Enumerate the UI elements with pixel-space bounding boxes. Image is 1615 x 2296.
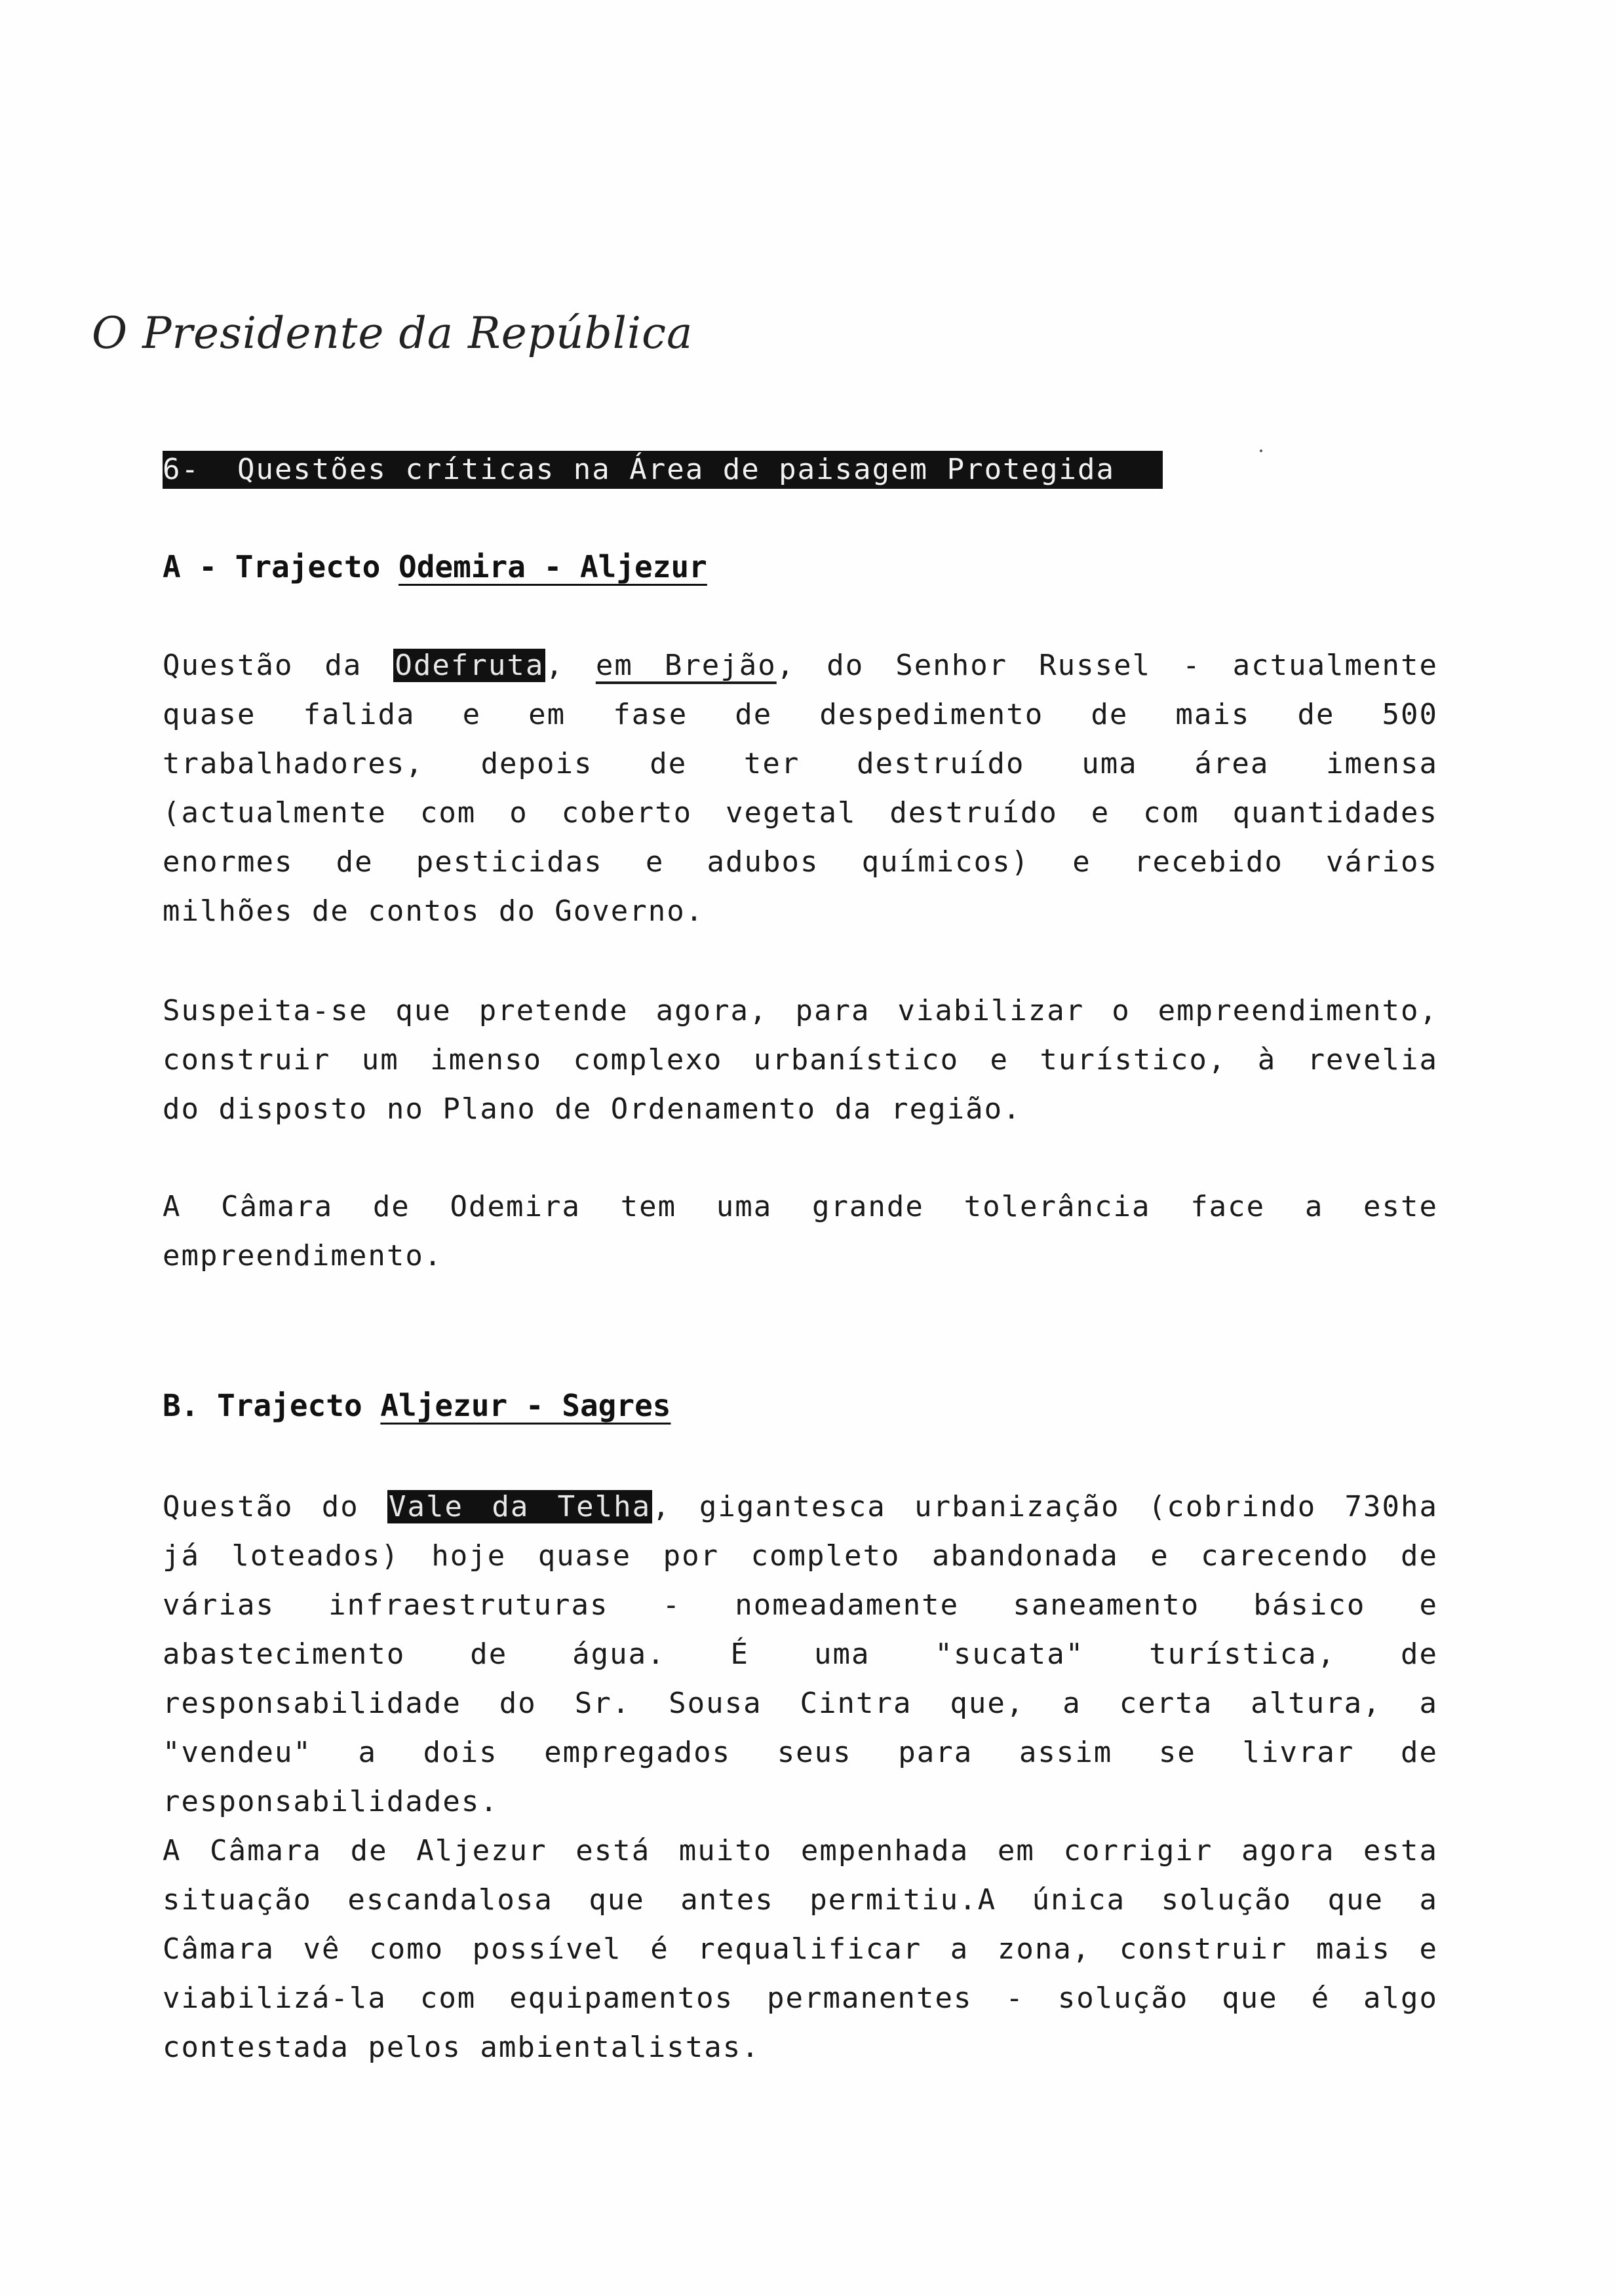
place-name: em Brejão <box>595 649 777 682</box>
paragraph-line: situação escandalosa que antes permitiu.A única solução que a <box>163 1883 1438 1917</box>
redacted-text: Odefruta <box>395 649 545 682</box>
paragraph-line: A Câmara de Odemira tem uma grande tolerância face a este <box>163 1190 1438 1223</box>
section-b-heading <box>163 1388 671 1423</box>
section-b-paragraph-1 <box>163 1482 1438 2072</box>
paragraph-line: trabalhadores, depois de ter destruído uma área imensa <box>163 747 1438 780</box>
paragraph-line: milhões de contos do Governo. <box>163 894 705 928</box>
letterhead: O Presidente da República <box>92 308 693 358</box>
paragraph-line: A Câmara de Aljezur está muito empenhada em corrigir agora esta <box>163 1834 1438 1867</box>
paragraph-line: (actualmente com o coberto vegetal destruído e com quantidades <box>163 796 1438 830</box>
section-a-heading <box>163 549 707 584</box>
paragraph-line: contestada pelos ambientalistas. <box>163 2031 760 2064</box>
paragraph-line: enormes de pesticidas e adubos químicos) e recebido vários <box>163 845 1438 879</box>
scan-dot <box>1260 450 1262 452</box>
paragraph-line: Câmara vê como possível é requalificar a zona, construir mais e <box>163 1932 1438 1966</box>
paragraph-line: responsabilidades. <box>163 1785 499 1818</box>
paragraph-line <box>163 641 1438 690</box>
paragraph-line: responsabilidade do Sr. Sousa Cintra que, a certa altura, a <box>163 1687 1438 1720</box>
paragraph-line: viabilizá-la com equipamentos permanentes - solução que é algo <box>163 1981 1438 2015</box>
text-segment: , <box>545 649 596 682</box>
paragraph-line: "vendeu" a dois empregados seus para assim se livrar de <box>163 1736 1438 1769</box>
section-a-paragraph-3 <box>163 1182 1438 1280</box>
paragraph-line: empreendimento. <box>163 1239 443 1272</box>
paragraph-line: quase falida e em fase de despedimento de mais de 500 <box>163 698 1438 731</box>
paragraph-line <box>163 1482 1438 1531</box>
paragraph-line: abastecimento de água. É uma "sucata" turística, de <box>163 1637 1438 1671</box>
paragraph-line: construir um imenso complexo urbanístico e turístico, à revelia <box>163 1043 1438 1077</box>
text-segment: , do Senhor Russel - actualmente <box>776 649 1438 682</box>
paragraph-line: várias infraestruturas - nomeadamente saneamento básico e <box>163 1588 1438 1622</box>
section-b-prefix: B. Trajecto <box>163 1388 381 1423</box>
text-segment: Questão da <box>163 649 394 682</box>
section-b-title: Aljezur - Sagres <box>380 1388 671 1423</box>
section-a-paragraph-1 <box>163 641 1438 936</box>
text-segment: , gigantesca urbanização (cobrindo 730ha <box>652 1490 1438 1523</box>
paragraph-line: do disposto no Plano de Ordenamento da região. <box>163 1092 1022 1126</box>
section-a-prefix: A - Trajecto <box>163 549 399 584</box>
section-a-title: Odemira - Aljezur <box>399 549 707 584</box>
paragraph-line: já loteados) hoje quase por completo abandonada e carecendo de <box>163 1539 1438 1573</box>
section-a-paragraph-2 <box>163 986 1438 1134</box>
text-segment: Questão do <box>163 1490 388 1523</box>
section-banner: 6- Questões críticas na Área de paisagem Protegida <box>163 451 1163 489</box>
paragraph-line: Suspeita-se que pretende agora, para viabilizar o empreendimento, <box>163 994 1438 1027</box>
redacted-text: Vale da Telha <box>389 1490 652 1523</box>
